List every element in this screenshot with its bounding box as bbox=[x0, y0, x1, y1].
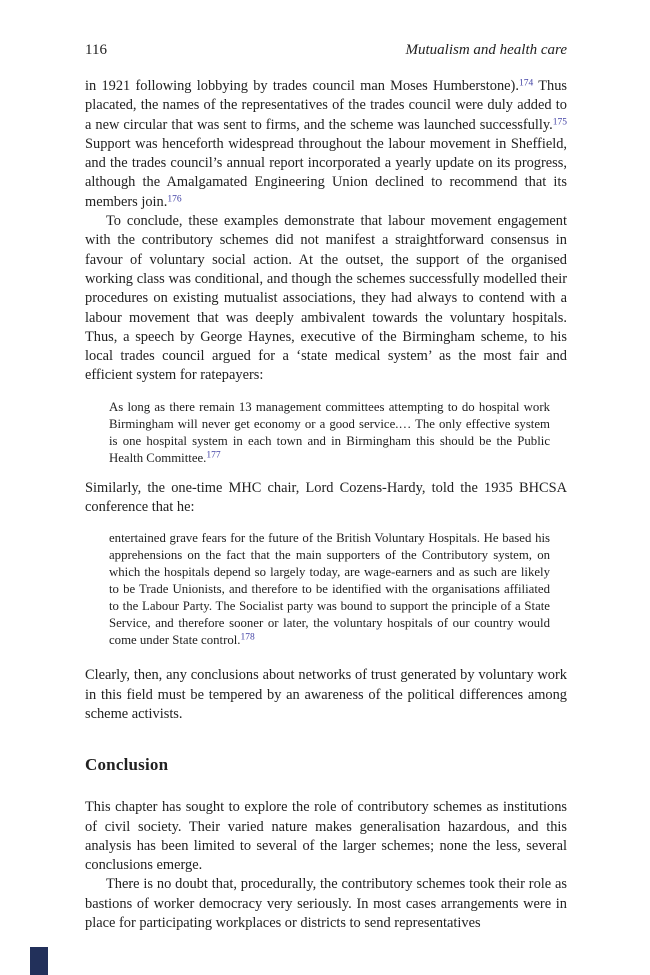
conclusion-heading: Conclusion bbox=[85, 755, 169, 775]
text-run: As long as there remain 13 management committees attempting to do hospital work Birmingham will never get economy or a good service.… The only effective system is one hospital system in each town and in Birmingham this should be the Public Health Committee. bbox=[109, 399, 550, 465]
text-run: Support was henceforth widespread throughout the labour movement in Sheffield, and the trades council’s annual report incorporated a yearly update on its progress, although the Amalgamated Engineering Union declined to recommend that its members join. bbox=[85, 135, 567, 210]
text-run: entertained grave fears for the future of the British Voluntary Hospitals. He based his apprehensions on the fact that the main supporters of the Contributory system, on which the hospitals depend so largely today, are wage-earners and as such are likely to be Trade Unionists, and therefore to be identified with the organisations affiliated to the Labour Party. The Socialist party was bound to support the principle of a State Service, and therefore sooner or later, the voluntary hospitals of our country would come under State control. bbox=[109, 531, 550, 648]
paragraph bbox=[85, 77, 567, 212]
footnote-ref[interactable]: 174 bbox=[518, 78, 534, 89]
paragraph bbox=[85, 798, 567, 875]
paragraph bbox=[85, 875, 567, 933]
running-title: Mutualism and health care bbox=[405, 42, 567, 58]
text-run: Clearly, then, any conclusions about networks of trust generated by voluntary work in this field must be tempered by an awareness of the political differences among scheme activists. bbox=[85, 667, 567, 722]
blockquote bbox=[109, 399, 550, 467]
text-run: Thus placated, the names of the representatives of the trades council were duly added to a new circular that was sent to firms, and the scheme was launched successfully. bbox=[85, 78, 567, 133]
paragraph bbox=[85, 212, 567, 386]
text-run: To conclude, these examples demonstrate that labour movement engagement with the contributory schemes did not manifest a straightforward consensus in favour of voluntary social action. At the outset, the support of the organised working class was conditional, and though the schemes successfully modelled their procedures on existing mutualist associations, they had always to contend with a labour movement that was deeply ambivalent towards the voluntary hospitals. Thus, a speech by George Haynes, executive of the Birmingham scheme, to his local trades council argued for a ‘state medical system’ as the most fair and efficient system for ratepayers: bbox=[85, 213, 567, 384]
text-run: in 1921 following lobbying by trades council man Moses Humberstone). bbox=[85, 78, 519, 94]
paragraph bbox=[85, 666, 567, 724]
footnote-ref[interactable]: 176 bbox=[167, 194, 182, 205]
corner-artifact bbox=[30, 947, 48, 975]
page-number: 116 bbox=[85, 42, 107, 58]
text-run: This chapter has sought to explore the role of contributory schemes as institutions of civil society. Their varied nature makes generalisation hazardous, and this analysis has been limited to several of the larger schemes; none the less, several conclusions emerge. bbox=[85, 799, 567, 874]
text-run: There is no doubt that, procedurally, the contributory schemes took their role as bastions of worker democracy very seriously. In most cases arrangements were in place for participating workplaces or districts to send representatives bbox=[85, 876, 567, 932]
text-run: Similarly, the one-time MHC chair, Lord Cozens-Hardy, told the 1935 BHCSA conference that he: bbox=[85, 479, 567, 516]
blockquote bbox=[109, 530, 550, 649]
page-header bbox=[85, 40, 567, 60]
footnote-ref[interactable]: 178 bbox=[240, 632, 255, 643]
footnote-ref[interactable]: 175 bbox=[552, 117, 567, 128]
footnote-ref[interactable]: 177 bbox=[206, 450, 221, 461]
paragraph bbox=[85, 479, 567, 518]
